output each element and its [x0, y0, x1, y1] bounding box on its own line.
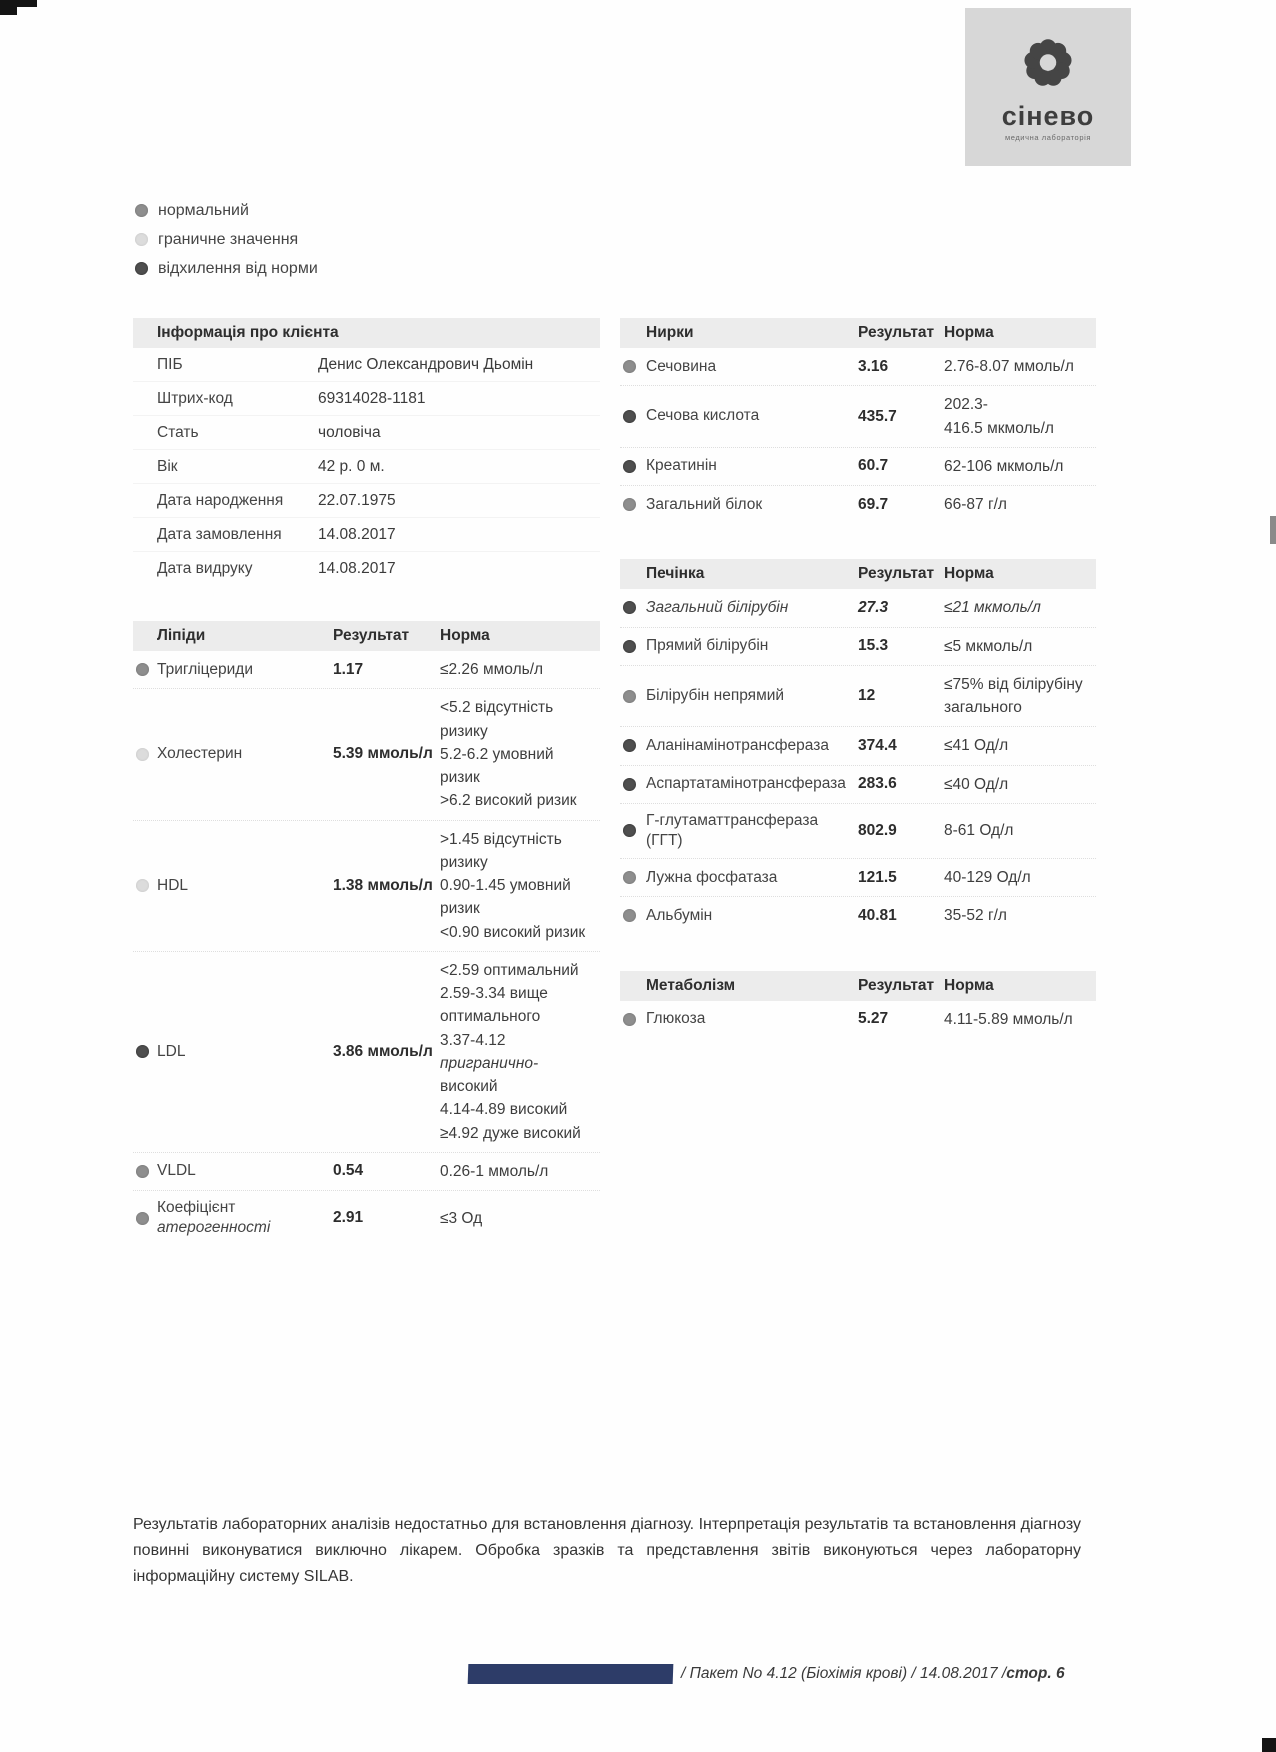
norm-line: пригранично- — [440, 1054, 539, 1072]
status-dot-borderline-icon — [135, 233, 148, 246]
client-info-label: ПІБ — [157, 356, 183, 373]
norm-line: загального — [944, 699, 1022, 716]
client-info-title: Інформація про клієнта — [133, 318, 600, 348]
norm-line: 62-106 мкмоль/л — [944, 457, 1064, 475]
norm-line: >1.45 відсутність ризику — [440, 830, 562, 871]
status-dot-normal-icon — [136, 663, 149, 676]
norm-line: ≤41 Од/л — [944, 737, 1009, 755]
table-title: Метаболізм — [646, 976, 736, 994]
norm-value — [944, 455, 1096, 478]
norm-line: 416.5 мкмоль/л — [944, 419, 1054, 437]
result-value: 0.54 — [333, 1162, 364, 1180]
status-dot-cell — [620, 690, 646, 703]
lab-result-row — [620, 485, 1096, 523]
norm-line: ≤5 мкмоль/л — [944, 637, 1033, 655]
column-header-norm: Норма — [440, 627, 490, 644]
status-dot-cell — [133, 1045, 157, 1058]
norm-line: 2.76-8.07 ммоль/л — [944, 358, 1074, 375]
norm-line: <2.59 оптимальний — [440, 961, 579, 979]
status-dot-deviation-icon — [623, 824, 636, 837]
status-dot-cell — [133, 1212, 157, 1225]
norm-value — [944, 819, 1096, 842]
norm-line: ≤2.26 ммоль/л — [440, 661, 544, 678]
client-info-label: Дата видруку — [157, 560, 253, 577]
status-dot-deviation-icon — [136, 1045, 149, 1058]
lab-result-row — [133, 688, 600, 819]
lab-result-row — [620, 385, 1096, 447]
client-info-value: 42 р. 0 м. — [318, 458, 385, 475]
result-value: 374.4 — [858, 736, 897, 754]
result-value: 3.16 — [858, 357, 889, 375]
status-dot-cell — [133, 1165, 157, 1178]
client-info-label: Вік — [157, 458, 178, 475]
result-value: 69.7 — [858, 495, 889, 513]
norm-value — [944, 773, 1096, 796]
analyte-name: LDL — [157, 1042, 186, 1060]
norm-line: 202.3- — [944, 396, 988, 414]
client-info-label: Штрих-код — [157, 390, 233, 407]
analyte-name: Креатинін — [646, 457, 717, 475]
result-value: 40.81 — [858, 906, 897, 924]
client-info-value: 69314028-1181 — [318, 390, 426, 407]
synevo-logo — [965, 8, 1131, 166]
status-dot-borderline-icon — [136, 879, 149, 892]
status-dot-borderline-icon — [136, 748, 149, 761]
client-info-label: Стать — [157, 424, 199, 441]
client-info-section — [133, 318, 600, 585]
norm-line: 40-129 Од/л — [944, 869, 1031, 887]
lab-result-row — [620, 803, 1096, 858]
client-info-rows — [133, 348, 600, 585]
table-header-row — [620, 971, 1096, 1001]
client-info-row — [133, 449, 600, 483]
norm-value — [440, 1207, 588, 1230]
analyte-name: VLDL — [157, 1162, 196, 1180]
table-header-row — [620, 559, 1096, 589]
lab-result-row — [133, 1190, 600, 1245]
analyte-name — [157, 1198, 333, 1238]
scan-artifact — [0, 6, 17, 15]
result-value: 121.5 — [858, 868, 897, 886]
norm-line: 8-61 Од/л — [944, 822, 1014, 840]
legend-item-borderline — [135, 225, 318, 254]
norm-value — [440, 1160, 588, 1183]
analyte-name: Білірубін непрямий — [646, 686, 785, 704]
column-header-norm: Норма — [944, 976, 994, 994]
status-dot-cell — [620, 360, 646, 373]
lab-result-row — [133, 820, 600, 951]
left-column — [133, 318, 600, 1245]
norm-line: високий — [440, 1078, 498, 1095]
result-value: 1.38 ммоль/л — [333, 876, 433, 894]
norm-line: 4.14-4.89 високий — [440, 1101, 568, 1119]
result-value: 12 — [858, 687, 876, 704]
norm-line: ≤3 Од — [440, 1209, 483, 1227]
norm-value — [944, 673, 1096, 720]
result-value: 283.6 — [858, 775, 897, 793]
norm-value — [440, 828, 588, 944]
lab-result-row — [133, 1152, 600, 1190]
column-header-result: Результат — [858, 324, 935, 341]
client-info-value: чоловіча — [318, 424, 381, 441]
lab-result-row — [620, 665, 1096, 727]
status-dot-cell — [620, 778, 646, 791]
result-value: 27.3 — [858, 598, 889, 616]
table-title: Печінка — [646, 565, 705, 583]
norm-value — [944, 734, 1096, 757]
norm-line: 2.59-3.34 вище оптимального — [440, 985, 548, 1026]
status-dot-deviation-icon — [623, 739, 636, 752]
legend-label: відхилення від норми — [158, 259, 318, 277]
table-title: Нирки — [646, 324, 694, 341]
client-info-row — [133, 483, 600, 517]
status-dot-cell — [620, 1013, 646, 1026]
status-dot-cell — [620, 410, 646, 423]
analyte-name: Сечова кислота — [646, 407, 760, 425]
legend-label: граничне значення — [158, 230, 299, 248]
flower-icon — [1017, 32, 1079, 99]
norm-line: 3.37-4.12 — [440, 1031, 506, 1049]
norm-value — [944, 596, 1096, 619]
result-value: 802.9 — [858, 821, 897, 839]
lab-result-row — [133, 951, 600, 1152]
status-dot-cell — [620, 739, 646, 752]
package-info: / Пакет No 4.12 (Біохімія крові) / 14.08.2017 / — [681, 1665, 1007, 1682]
status-dot-normal-icon — [623, 909, 636, 922]
analyte-name: Холестерин — [157, 745, 243, 763]
status-dot-normal-icon — [623, 690, 636, 703]
column-header-result: Результат — [858, 565, 935, 583]
analyte-name: HDL — [157, 876, 189, 894]
result-value: 3.86 ммоль/л — [333, 1042, 433, 1060]
lab-result-row — [620, 896, 1096, 934]
status-dot-cell — [133, 879, 157, 892]
status-dot-normal-icon — [623, 871, 636, 884]
redaction-bar — [468, 1664, 674, 1684]
norm-value — [440, 959, 588, 1145]
status-dot-cell — [620, 640, 646, 653]
legend-item-normal — [135, 196, 318, 225]
status-dot-normal-icon — [136, 1212, 149, 1225]
norm-value — [944, 866, 1096, 889]
client-info-row — [133, 517, 600, 551]
norm-line: <5.2 відсутність ризику — [440, 699, 554, 740]
column-header-result: Результат — [333, 627, 410, 644]
table-header-row — [620, 318, 1096, 348]
logo-tagline: медична лабораторія — [1004, 133, 1092, 142]
kidneys-table — [620, 318, 1096, 523]
analyte-name: Сечовина — [646, 357, 717, 375]
result-value: 435.7 — [858, 407, 897, 425]
analyte-name-line: Коефіцієнт — [157, 1199, 236, 1216]
legend-label: нормальний — [158, 201, 249, 219]
norm-line: ≥4.92 дуже високий — [440, 1124, 581, 1142]
lab-result-row — [620, 447, 1096, 485]
norm-value — [944, 1008, 1096, 1031]
analyte-name: Загальний білок — [646, 495, 763, 513]
norm-line: <0.90 високий ризик — [440, 923, 586, 941]
result-value: 1.17 — [333, 660, 364, 678]
status-dot-cell — [620, 824, 646, 837]
norm-value — [944, 904, 1096, 927]
lab-result-row — [620, 627, 1096, 665]
status-dot-deviation-icon — [623, 410, 636, 423]
logo-brand-text: сінево — [1001, 101, 1095, 131]
norm-line: 5.2-6.2 умовний ризик — [440, 745, 554, 786]
analyte-name: Аланінамінотрансфераза — [646, 736, 829, 754]
client-info-row — [133, 348, 600, 381]
status-dot-deviation-icon — [623, 640, 636, 653]
norm-line: 66-87 г/л — [944, 496, 1007, 513]
right-column — [620, 318, 1096, 1038]
client-info-row — [133, 415, 600, 449]
norm-value — [944, 635, 1096, 658]
norm-line: 0.90-1.45 умовний ризик — [440, 877, 571, 918]
result-value: 60.7 — [858, 457, 889, 475]
status-dot-normal-icon — [136, 1165, 149, 1178]
norm-line: 0.26-1 ммоль/л — [440, 1162, 549, 1180]
analyte-name: Лужна фосфатаза — [646, 868, 778, 886]
result-value: 15.3 — [858, 637, 889, 655]
norm-value — [944, 355, 1096, 378]
analyte-name: Альбумін — [646, 906, 713, 924]
norm-value — [944, 493, 1096, 516]
status-dot-deviation-icon — [623, 460, 636, 473]
analyte-name: Загальний білірубін — [646, 598, 789, 616]
norm-line: >6.2 високий ризик — [440, 792, 577, 810]
scan-artifact — [1262, 1738, 1276, 1752]
lab-result-row — [620, 589, 1096, 626]
status-dot-normal-icon — [623, 360, 636, 373]
liver-table — [620, 559, 1096, 934]
lab-result-row — [620, 726, 1096, 764]
norm-value — [944, 393, 1096, 440]
metabolism-table — [620, 971, 1096, 1038]
status-legend — [135, 196, 318, 283]
column-header-result: Результат — [858, 976, 935, 994]
client-info-value: 14.08.2017 — [318, 526, 396, 543]
legend-item-deviation — [135, 254, 318, 283]
lab-result-row — [620, 1001, 1096, 1038]
client-info-value: 14.08.2017 — [318, 560, 396, 577]
status-dot-cell — [133, 748, 157, 761]
status-dot-cell — [620, 909, 646, 922]
result-value: 5.39 ммоль/л — [333, 745, 433, 763]
analyte-name: Глюкоза — [646, 1010, 706, 1028]
client-info-value: Денис Олександрович Дьомін — [318, 356, 534, 373]
norm-line: ≤21 мкмоль/л — [944, 599, 1041, 617]
disclaimer-text: Результатів лабораторних аналізів недостатньо для встановлення діагнозу. Інтерпретація результатів та встановлення діагнозу повинні виконуватися виключно лікарем. Обробка зразків та представлення звітів виконуються через лабораторну інформаційну систему SILAB. — [133, 1516, 1081, 1585]
client-info-value: 22.07.1975 — [318, 492, 396, 509]
lab-result-row — [620, 765, 1096, 803]
table-title: Ліпіди — [157, 627, 206, 644]
status-dot-normal-icon — [623, 1013, 636, 1026]
scan-artifact — [1270, 516, 1276, 544]
norm-line: 35-52 г/л — [944, 907, 1007, 925]
status-dot-deviation-icon — [623, 601, 636, 614]
column-header-norm: Норма — [944, 565, 994, 583]
report-body — [133, 318, 1096, 1245]
analyte-name: Аспартатамінотрансфераза — [646, 775, 846, 793]
lab-result-row — [133, 651, 600, 688]
client-info-row — [133, 381, 600, 415]
page-footer-line — [468, 1664, 1065, 1684]
lab-result-row — [620, 348, 1096, 385]
status-dot-cell — [620, 871, 646, 884]
result-value: 5.27 — [858, 1010, 889, 1028]
status-dot-cell — [133, 663, 157, 676]
norm-value — [440, 658, 588, 681]
column-header-norm: Норма — [944, 324, 994, 341]
status-dot-cell — [620, 460, 646, 473]
client-info-row — [133, 551, 600, 585]
norm-line: 4.11-5.89 ммоль/л — [944, 1010, 1073, 1028]
norm-line: ≤75% від білірубіну — [944, 675, 1083, 693]
analyte-name: Г-глутаматтрансфераза (ГГТ) — [646, 811, 819, 849]
client-info-label: Дата замовлення — [157, 526, 282, 543]
norm-value — [440, 696, 588, 812]
status-dot-deviation-icon — [623, 778, 636, 791]
result-value: 2.91 — [333, 1209, 364, 1227]
analyte-name: Прямий білірубін — [646, 637, 769, 655]
table-header-row — [133, 621, 600, 651]
status-dot-deviation-icon — [135, 262, 148, 275]
status-dot-cell — [620, 601, 646, 614]
norm-line: ≤40 Од/л — [944, 775, 1009, 793]
analyte-name: Тригліцериди — [157, 660, 253, 678]
client-info-label: Дата народження — [157, 492, 284, 509]
status-dot-normal-icon — [135, 204, 148, 217]
status-dot-normal-icon — [623, 498, 636, 511]
page-number: стор. 6 — [1006, 1665, 1065, 1682]
lipids-table — [133, 621, 600, 1245]
lab-result-row — [620, 858, 1096, 896]
status-dot-cell — [620, 498, 646, 511]
analyte-name-line: атерогенності — [157, 1219, 271, 1237]
